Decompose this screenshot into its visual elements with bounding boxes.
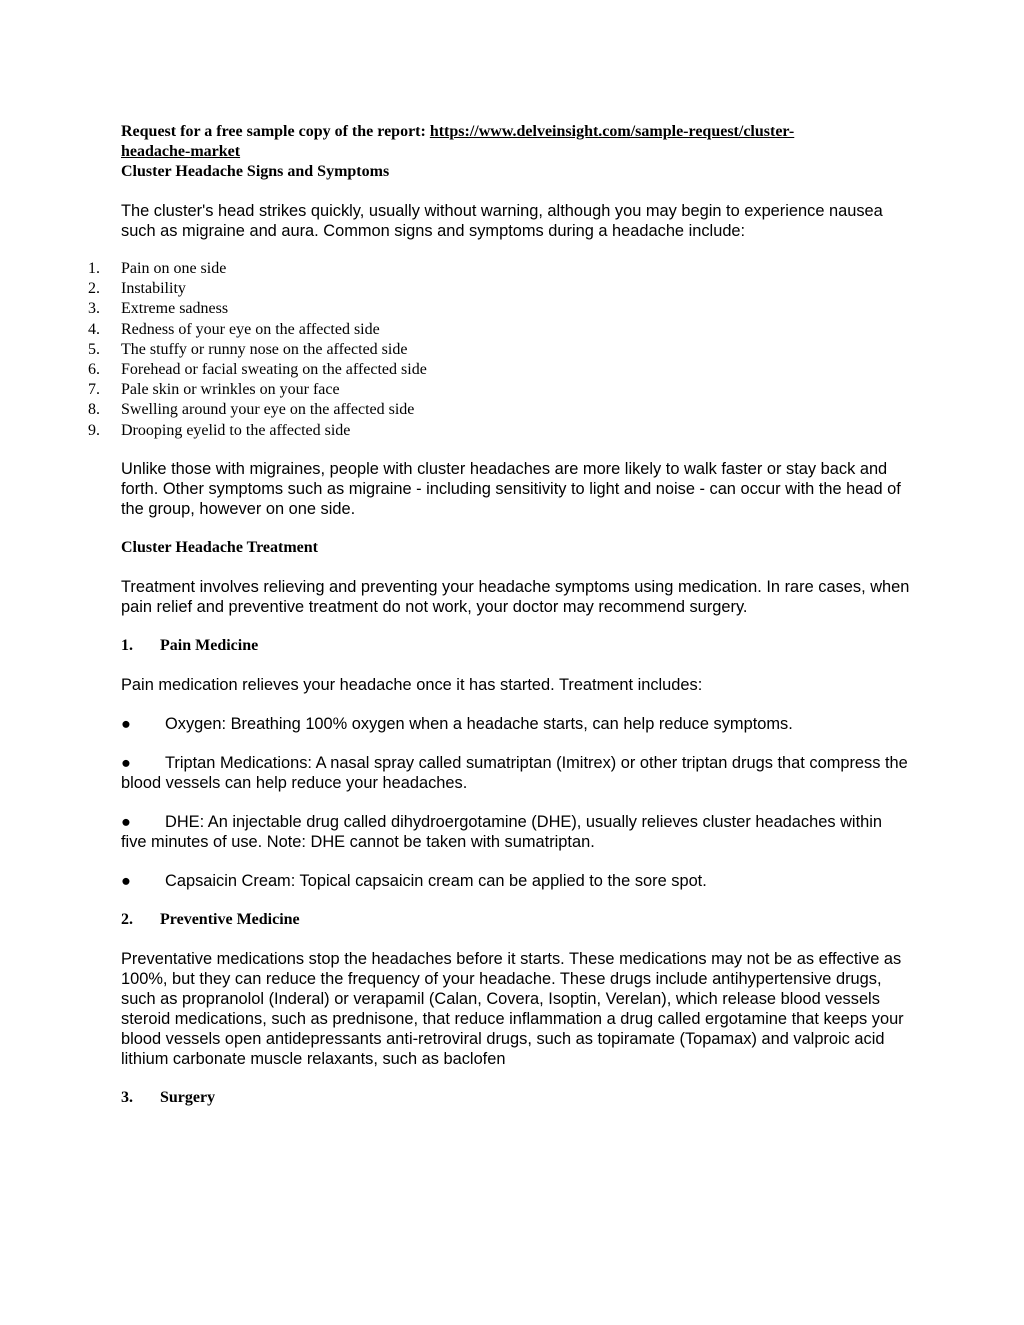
signs-heading: Cluster Headache Signs and Symptoms xyxy=(121,163,390,180)
bullet-icon: ● xyxy=(121,714,131,733)
symptom-item: 7. Pale skin or wrinkles on your face xyxy=(88,381,340,399)
signs-intro: The cluster's head strikes quickly, usually without warning, although you may begin to experience nausea such as migraine and aura. Common signs and symptoms during a headache include: xyxy=(121,202,883,240)
pain-bullet-capsaicin: ● Capsaicin Cream: Topical capsaicin cream can be applied to the sore spot. xyxy=(121,871,707,890)
preventive-medicine-heading: 2. Preventive Medicine xyxy=(121,910,300,928)
symptom-item: 5. The stuffy or runny nose on the affected side xyxy=(88,340,408,358)
symptom-list xyxy=(0,259,911,441)
treatment-intro: Treatment involves relieving and preventing your headache symptoms using medication. In rare cases, when pain relief and preventive treatment do not work, your doctor may recommend surgery. xyxy=(121,577,910,616)
pain-bullet-oxygen: ● Oxygen: Breathing 100% oxygen when a headache starts, can help reduce symptoms. xyxy=(121,714,793,733)
symptom-item: 3. Extreme sadness xyxy=(88,300,229,318)
sample-request-label: Request for a free sample copy of the report: xyxy=(121,123,430,140)
surgery-heading: 3. Surgery xyxy=(121,1088,216,1106)
pain-medicine-intro: Pain medication relieves your headache once it has started. Treatment includes: xyxy=(121,675,703,694)
bullet-icon: ● xyxy=(121,753,131,772)
pain-bullet-triptan: ● Triptan Medications: A nasal spray called sumatriptan (Imitrex) or other triptan drugs that compress the blood vessels can help reduce your headaches. xyxy=(121,753,908,792)
pain-medicine-heading: 1. Pain Medicine xyxy=(121,636,259,654)
bullet-icon: ● xyxy=(121,812,131,831)
symptom-item: 8. Swelling around your eye on the affected side xyxy=(88,401,415,419)
symptom-item: 2. Instability xyxy=(88,280,186,298)
symptom-item: 9. Drooping eyelid to the affected side xyxy=(88,421,351,439)
preventive-medicine-paragraph: Preventative medications stop the headaches before it starts. These medications may not be as effective as 100%, but they can reduce the frequency of your headache. These drugs include antihypertensive drugs, such as propranolol (Inderal) or verapamil (Calan, Covera, Isoptin, Verelan), which release blood vessels steroid medications, such as prednisone, that reduce inflammation a drug called ergotamine that keeps your blood vessels open antidepressants anti-retroviral drugs, such as topiramate (Topamax) and valproic acid lithium carbonate muscle relaxants, such as baclofen xyxy=(121,949,904,1068)
bullet-icon: ● xyxy=(121,871,131,890)
document-page xyxy=(88,122,911,1108)
sample-request-link[interactable]: https://www.delveinsight.com/sample-request/cluster- headache-market xyxy=(121,123,795,160)
symptom-item: 6. Forehead or facial sweating on the affected side xyxy=(88,361,427,379)
treatment-heading: Cluster Headache Treatment xyxy=(121,538,319,556)
pain-bullet-dhe: ● DHE: An injectable drug called dihydroergotamine (DHE), usually relieves cluster headaches within five minutes of use. Note: DHE cannot be taken with sumatriptan. xyxy=(121,812,882,851)
symptom-item: 4. Redness of your eye on the affected side xyxy=(88,320,380,338)
symptom-item: 1. Pain on one side xyxy=(88,260,227,277)
signs-after-paragraph: Unlike those with migraines, people with cluster headaches are more likely to walk faster or stay back and forth. Other symptoms such as migraine - including sensitivity to light and noise - can occur with the head of the group, however on one side. xyxy=(121,459,901,518)
sample-request-line xyxy=(121,122,911,162)
